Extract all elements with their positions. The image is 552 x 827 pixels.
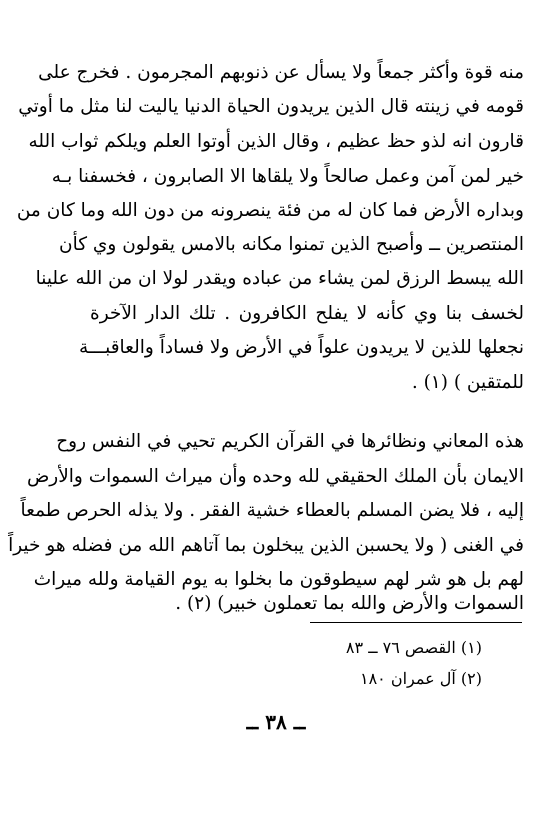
body-line-5: وبداره الأرض فما كان له من فئة ينصرونه من دون الله وما كان من (16, 200, 524, 221)
body-line-1: منه قوة وأكثر جمعاً ولا يسأل عن ذنوبهم المجرمون . فخرج على (38, 62, 524, 83)
body-line-9: نجعلها للذين لا يريدون علواً في الأرض ولا فساداً والعاقبـــة (78, 337, 524, 358)
body-line-8: لخسف بنا وي كأنه لا يفلح الكافرون . تلك الدار الآخرة (90, 303, 524, 324)
body-line-7: الله يبسط الرزق لمن يشاء من عباده ويقدر لولا ان من الله علينا (35, 268, 524, 289)
body-line-11: هذه المعاني ونظائرها في القرآن الكريم تحيي في النفس روح (56, 431, 524, 452)
body-line-6: المنتصرين ــ وأصبح الذين تمنوا مكانه بالامس يقولون وي كأن (59, 234, 524, 255)
footnote-1: (١) القصص ٧٦ ــ ٨٣ (345, 638, 482, 657)
body-line-4: خير لمن آمن وعمل صالحاً ولا يلقاها الا الصابرون ، فخسفنا بـه (51, 166, 524, 187)
page-number: ــ ٣٨ ــ (246, 710, 306, 734)
body-line-14: في الغنى ( ولا يحسبن الذين يبخلون بما آتاهم الله من فضله هو خيراً (8, 535, 524, 556)
footnote-2: (٢) آل عمران ١٨٠ (359, 669, 482, 688)
body-line-3: قارون انه لذو حظ عظيم ، وقال الذين أوتوا العلم ويلكم ثواب الله (28, 131, 524, 152)
body-line-12: الايمان بأن الملك الحقيقي لله وحده وأن ميراث السموات والأرض (26, 466, 524, 487)
body-line-2: قومه في زينته قال الذين يريدون الحياة الدنيا ياليت لنا مثل ما أوتي (18, 96, 524, 117)
body-line-10: للمتقين ) (١) . (411, 372, 524, 393)
body-line-15: لهم بل هو شر لهم سيطوقون ما بخلوا به يوم القيامة ولله ميراث (33, 569, 524, 590)
body-line-16: السموات والأرض والله بما تعملون خبير) (٢) . (175, 593, 524, 614)
footnote-divider (310, 622, 522, 623)
body-line-13: إليه ، فلا يضن المسلم بالعطاء خشية الفقر . ولا يذله الحرص طمعاً (20, 500, 524, 521)
